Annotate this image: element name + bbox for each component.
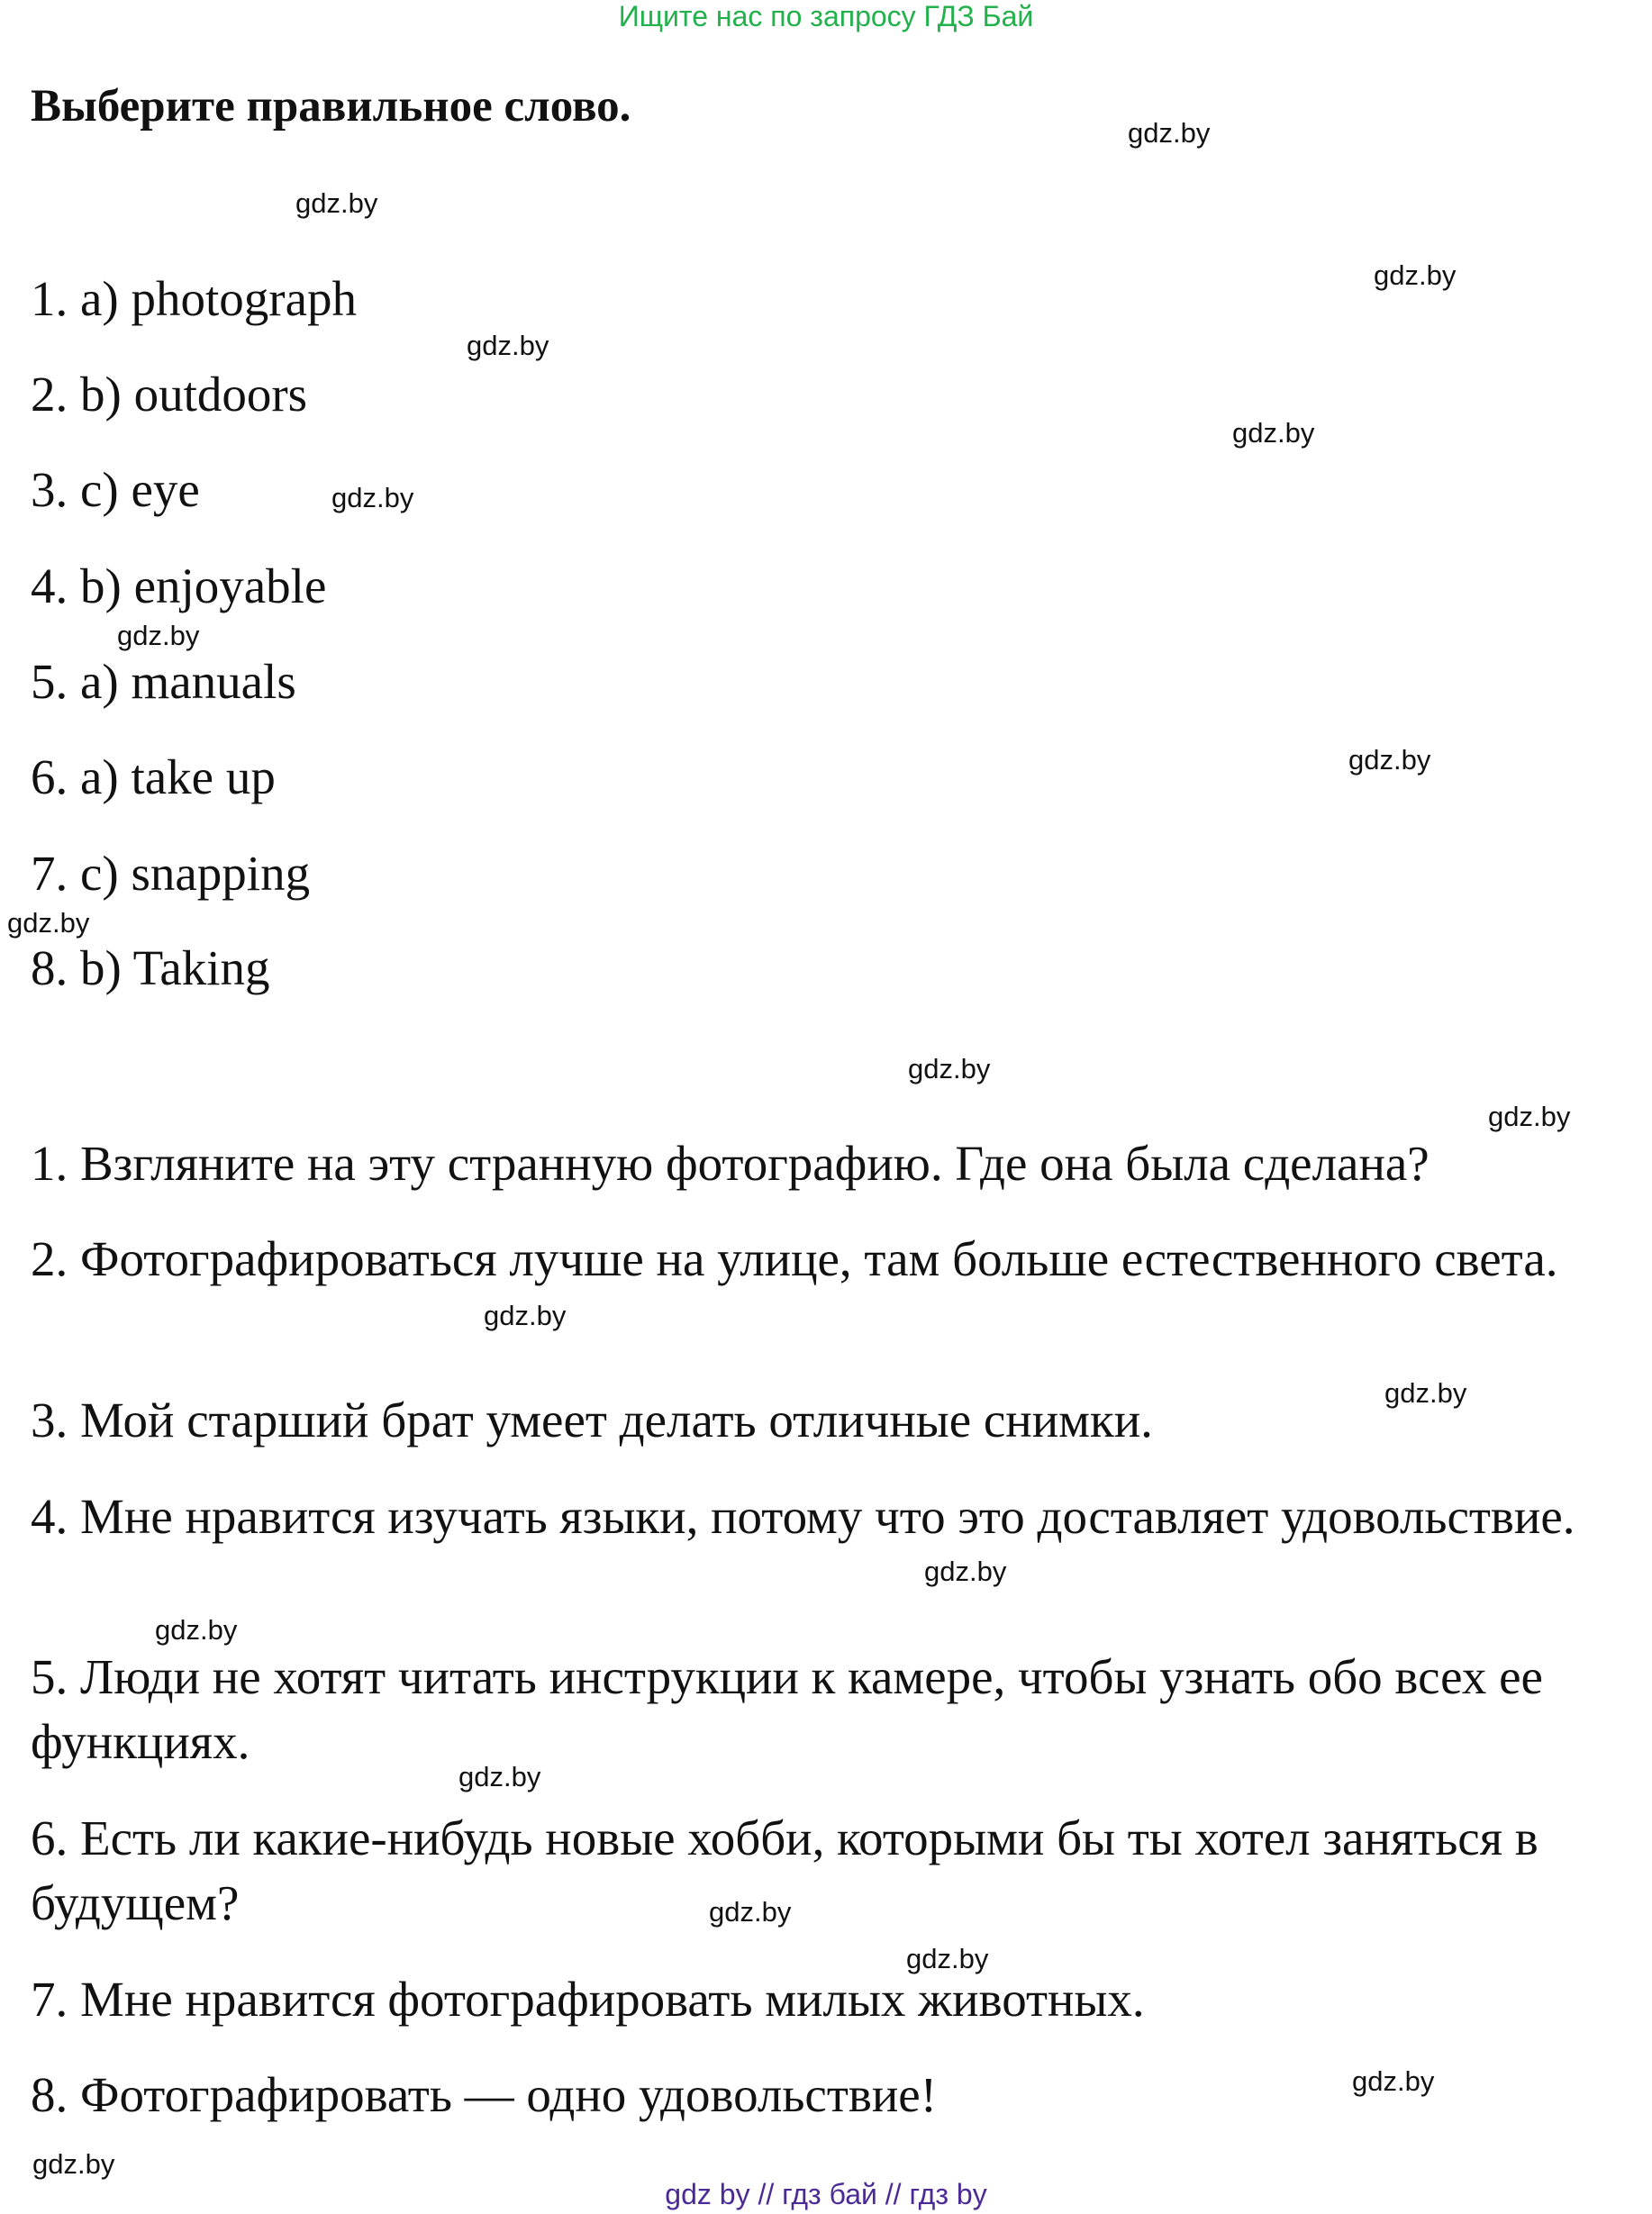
answer-line-1: 1. a) photograph — [31, 271, 357, 326]
translation-line-8: 8. Фотографировать — одно удовольствие! — [31, 2067, 938, 2122]
watermark: gdz.by — [1232, 417, 1315, 449]
watermark: gdz.by — [484, 1300, 567, 1331]
footer-links[interactable]: gdz by // гдз бай // гдз by — [665, 2178, 987, 2210]
translation-line-6: 6. Есть ли какие-нибудь новые хобби, которыми бы ты хотел заняться в будущем? — [31, 1810, 1539, 1930]
watermark: gdz.by — [458, 1761, 541, 1792]
watermark: gdz.by — [1128, 117, 1211, 149]
watermark: gdz.by — [295, 187, 378, 219]
watermark: gdz.by — [906, 1943, 989, 1974]
answer-line-8: 8. b) Taking — [31, 940, 270, 995]
watermark: gdz.by — [1384, 1377, 1467, 1409]
watermark: gdz.by — [924, 1556, 1007, 1587]
translation-line-2: 2. Фотографироваться лучше на улице, там больше естественного света. — [31, 1231, 1558, 1286]
answer-line-2: 2. b) outdoors — [31, 367, 308, 422]
watermark: gdz.by — [331, 482, 414, 513]
watermark: gdz.by — [1348, 744, 1431, 776]
watermark: gdz.by — [908, 1053, 991, 1084]
translation-line-3: 3. Мой старший брат умеет делать отличные снимки. — [31, 1393, 1153, 1447]
translation-line-1: 1. Взгляните на эту странную фотографию. Где она была сделана? — [31, 1136, 1430, 1191]
answer-line-3: 3. c) eye — [31, 462, 200, 517]
translation-line-7: 7. Мне нравится фотографировать милых животных. — [31, 1972, 1145, 2027]
translation-line-5: 5. Люди не хотят читать инструкции к камере, чтобы узнать обо всех ее функциях. — [31, 1649, 1543, 1769]
answer-line-7: 7. c) snapping — [31, 846, 311, 901]
watermark: gdz.by — [1374, 259, 1457, 291]
watermark: gdz.by — [155, 1614, 238, 1646]
watermark: gdz.by — [32, 2148, 115, 2180]
watermark: gdz.by — [467, 330, 549, 361]
answer-line-4: 4. b) enjoyable — [31, 558, 327, 613]
exercise-heading: Выберите правильное слово. — [31, 81, 631, 132]
watermark: gdz.by — [1352, 2065, 1435, 2097]
answer-line-6: 6. a) take up — [31, 749, 276, 804]
watermark: gdz.by — [117, 620, 200, 651]
answer-line-5: 5. a) manuals — [31, 654, 296, 709]
top-banner[interactable]: Ищите нас по запросу ГДЗ Бай — [618, 0, 1034, 32]
watermark: gdz.by — [709, 1896, 792, 1928]
watermark: gdz.by — [1488, 1101, 1571, 1132]
translation-line-4: 4. Мне нравится изучать языки, потому что это доставляет удовольствие. — [31, 1489, 1575, 1544]
watermark: gdz.by — [7, 907, 90, 939]
